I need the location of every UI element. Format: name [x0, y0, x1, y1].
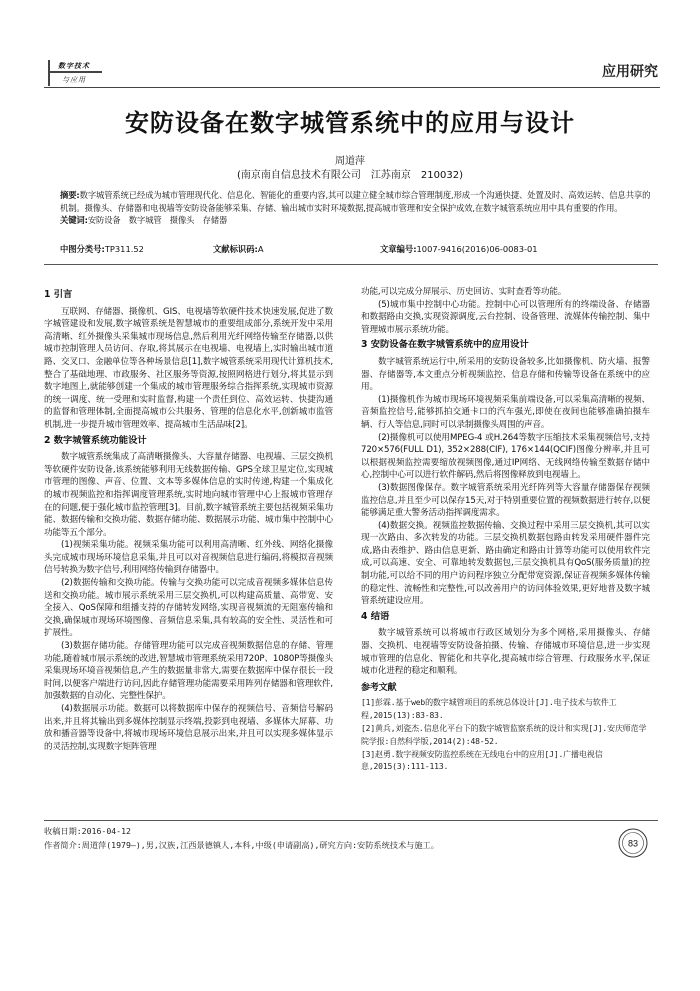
- left-column: [44, 286, 333, 753]
- logo-line-1: 数字技术: [58, 62, 90, 70]
- article-number: 文章编号:1007-9416(2016)06-0083-01: [380, 244, 538, 254]
- reference-item: [3]赵勇.数字视频安防监控系统在无线电台中的应用[J].广播电视信息,2015(3):111-113.: [361, 749, 603, 772]
- journal-logo: [44, 60, 114, 88]
- page-number-badge: [618, 828, 648, 858]
- paragraph: 互联网、存储器、摄像机、GIS、电视墙等软硬件技术快速发展,促进了数字城管建设和发展,数字城管系统是智慧城市的重要组成部分,系统开发中采用高清晰、红外摄像头采集城市现场信息,然后利用光纤网络传输至存储器,以供城市控制管理人员访问、存取,将其展示在电视墙、电视墙上,实时输出城市道路、交叉口、金融单位等各种场景信息[1],数字城管系统采用现代计算机技术,整合了基础地理、市政服务、社区服务等资源,按照网格进行划分,将其显示到数字地图上,就能够创建一个集成的城市管理服务综合指挥系统,实现城市资源的统一调度、统一受理和实时监督,构建一个责任到位、高效运转、快捷沟通的监督和管理体制,全面提高城市公共服务、管理的信息化水平,创新城市监管机制,进一步提升城市管理效率、提高城市生活品味[2]。: [44, 306, 333, 430]
- author-name: 周道萍: [335, 156, 365, 167]
- page-number: 83: [627, 838, 639, 849]
- clc-number: 中图分类号:TP311.52: [60, 244, 144, 254]
- paragraph: (3)数据存储功能。存储管理功能可以完成音视频数据信息的存储、管理功能,随着城市展示系统的改进,智慧城市管理系统采用720P、1080P等摄像头采集现场环境音视频信息,产生的数据量非常大,需要在数据库中保存很长一段时间,以便客户端进行访问,因此存储管理功能需要采用阵列存储器和管理软件,加强数据的自动化、完整性保护。: [44, 641, 333, 702]
- logo-line-2: 与应用: [62, 76, 86, 84]
- right-column: [361, 286, 650, 774]
- paragraph: (5)城市集中控制中心功能。控制中心可以管理所有的终端设备、存储器和数据路由交换,实现资源调度,云台控制、设备管理、流媒体传输控制、集中管理城市展示系统功能。: [361, 299, 650, 335]
- paragraph: (2)摄像机可以使用MPEG-4 或H.264等数字压缩技术采集视频信号,支持720×576(FULL D1), 352×288(CIF), 176×144(QCIF)图像分辨率,并且可以根据视频监控需要缩放视频图像,通过IP网络、无线网络传输至数据存储中心,控制中心可以进行软件解码,然后将图像释放到电视墙上。: [361, 432, 650, 481]
- heading-introduction: 1 引言: [44, 289, 73, 300]
- author-affiliation: (南京南自信息技术有限公司 江苏南京 210032): [237, 170, 463, 181]
- paragraph: 功能,可以完成分屏展示、历史回访、实时查看等功能。: [361, 287, 567, 297]
- header-divider: [44, 87, 660, 88]
- reference-item: [1]彭霖.基于web的数字城管项目的系统总体设计[J].电子技术与软件工程,2015(13):83-83.: [361, 698, 617, 721]
- paragraph: (2)数据传输和交换功能。传输与交换功能可以完成音视频多媒体信息传送和交换功能。城市展示系统采用三层交换机,可以构建高质量、高带宽、安全接入、QoS保障和组播支持的存储转发网络,实现音视频流的无阻塞传输和交换,确保城市现场环境图像、音频信息采集,具有较高的安全性、灵活性和可扩展性。: [44, 578, 333, 639]
- keywords-label: 关键词:: [60, 215, 88, 225]
- reference-item: [2]黄兵,刘瓷杰.信息化平台下的数字城管监察系统的设计和实现[J].安庆师范学院学报:自然科学版,2014(2):48-52.: [361, 724, 647, 746]
- heading-application-design: 3 安防设备在数字城管系统中的应用设计: [361, 339, 529, 351]
- section-label: 应用研究: [602, 64, 658, 80]
- abstract-text: 数字城管系统已经成为城市管理现代化、信息化、智能化的重要内容,其可以建立健全城市综合管理制度,形成一个沟通快捷、处置及时、高效运转、信息共享的机制。摄像头、存储器和电视墙等安防设备能够采集、存储、输出城市实时环境数据,提高城市管理和安全保护成效,在数字城管系统应用中具有重要的作用。: [60, 190, 651, 213]
- paragraph: (1)视频采集功能。视频采集功能可以利用高清晰、红外线、网络化摄像头完成城市现场环境信息采集,并且可以对音视频信息进行编码,将模拟音视频信号转换为数字信号,利用网络传输到存储器中。: [44, 540, 333, 576]
- paragraph: 数字城管系统运行中,所采用的安防设备较多,比如摄像机、防火墙、报警器、存储器等,本文重点分析视频监控、信息存储和传输等设备在系统中的应用。: [361, 356, 650, 393]
- footer-divider: [44, 820, 658, 821]
- paper-title: 安防设备在数字城管系统中的应用与设计: [125, 108, 575, 137]
- paragraph: 数字城管系统可以将城市行政区域划分为多个网格,采用摄像头、存储器、交换机、电视墙等安防设备拍摄、传输、存储城市环境信息,进一步实现城市管理的信息化、智能化和共享化,提高城市综合管理、行政服务水平,保证城市化进程的稳定和顺利。: [361, 628, 650, 677]
- abstract-label: 摘要:: [60, 190, 80, 200]
- paragraph: (3)数据图像保存。数字城管系统采用光纤阵列等大容量存储器保存视频监控信息,并且至少可以保存15天,对于特别重要位置的视频数据进行转存,以便能够满足重大警务活动指挥调度需求。: [361, 482, 650, 519]
- document-code: 文献标识码:A: [213, 244, 264, 254]
- references-heading: 参考文献: [361, 682, 397, 693]
- paragraph: (4)数据展示功能。数据可以将数据库中保存的视频信号、音频信号解码出来,并且将其输出到多媒体控制显示终端,投影到电视墙、多媒体大屏幕、功放和播音器等设备中,将城市现场环境信息展示出来,并且可以实现多媒体显示的灵活控制,实现数字矩阵管理: [44, 704, 333, 752]
- paragraph: (1)摄像机作为城市现场环境视频采集前端设备,可以采集高清晰的视频、音频监控信号,能够抓拍交通卡口的汽车强光,即使在夜间也能够准确拍摄车辆、行人等信息,同时可以录制摄像头周围的声音。: [361, 394, 650, 430]
- abstract-block: [44, 189, 658, 227]
- paragraph: (4)数据交换。视频监控数据传输、交换过程中采用三层交换机,其可以实现一次路由、多次转发的功能。三层交换机数据包路由转发采用硬件器件完成,路由表维护、路由信息更新、路由确定和路由计算等功能可以使用软件完成,可以高速、安全、可靠地转发数据包,三层交换机具有QoS(服务质量)的控制功能,可以给不同的用户访问程序独立分配带宽资源,保证音视频多媒体传输的稳定性、流畅性和完整性,可以改善用户的访问体验效果,更好地普及数字城管系统建设应用。: [361, 520, 650, 607]
- keywords-text: 安防设备 数字城管 摄像头 存储器: [87, 215, 228, 225]
- heading-conclusion: 4 结语: [361, 610, 390, 622]
- paragraph: 数字城管系统集成了高清晰摄像头、大容量存储器、电视墙、三层交换机等软硬件安防设备,该系统能够利用无线数据传输、GPS全球卫星定位,实现城市管理的图像、声音、位置、文本等多媒体信息的实时传递,构建一个集成化的城市视频监控和指挥调度管理系统,实时地向城市管理中心上报城市管理存在的问题,便于强化城市监控管理[3]。目前,数字城管系统主要包括视频采集功能、数据传输和交换功能、数据存储功能、数据展示功能、城市集中控制中心功能等五个部分。: [44, 452, 333, 538]
- author-bio: 作者简介:周道萍(1979—),男,汉族,江西景德镇人,本科,中级(申请副高),研究方向:安防系统技术与施工。: [44, 840, 439, 850]
- heading-system-design: 2 数字城管系统功能设计: [44, 434, 147, 446]
- abstract-divider: [44, 264, 658, 265]
- received-date: 收稿日期:2016-04-12: [44, 826, 131, 836]
